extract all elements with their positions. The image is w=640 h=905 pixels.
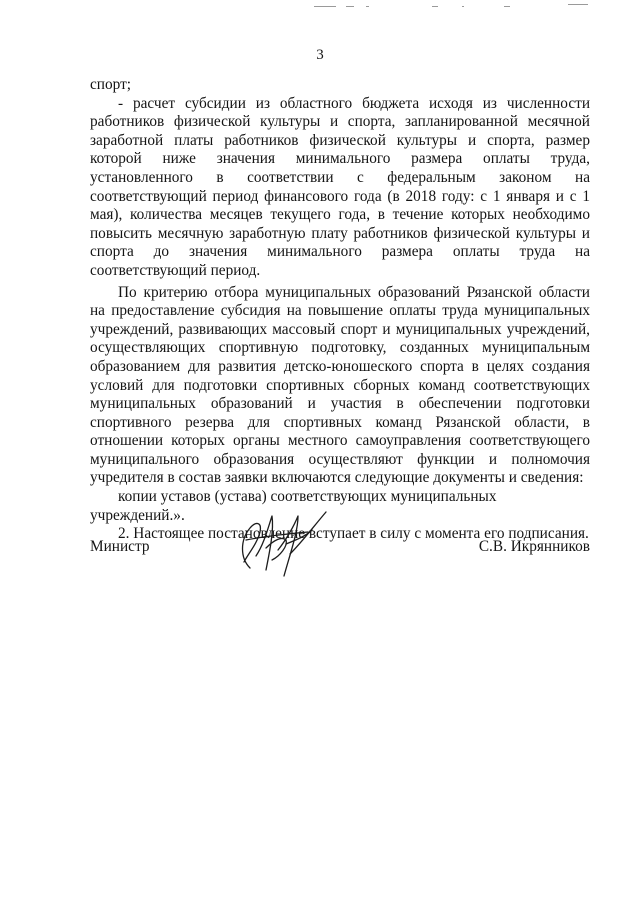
handwritten-signature — [226, 510, 336, 580]
signer-name: С.В. Икрянников — [478, 538, 590, 555]
scan-artifact-marks — [300, 4, 600, 10]
paragraph-charter-copies: копии уставов (устава) соответствующих муниципальных учреждений.». — [90, 488, 497, 524]
document-body — [90, 76, 590, 544]
signer-title: Министр — [90, 538, 150, 555]
page-number: 3 — [316, 47, 324, 63]
paragraph-selection-criteria: По критерию отбора муниципальных образований Рязанской области на предоставление субсидия на повышение оплаты труда муниципальных учреждений, развивающих массовый спорт и муниципальных учреждений, осуществляющих спортивную подготовку, созданных муниципальным образованием для развития детско-юношеского спорта в целях создания условий для подготовки спортивных сборных команд соответствующих муниципальных образований и участия в обеспечении подготовки спортивного резерва для спортивных команд Рязанской области, в отношении которых органы местного самоуправления соответствующего муниципального образования осуществляют функции и полномочия учредителя в состав заявки включаются следующие документы и сведения: — [90, 283, 590, 487]
signature-block — [90, 510, 590, 580]
paragraph-subsidy-calculation: - расчет субсидии из областного бюджета исходя из численности работников физической культуры и спорта, запланированной месячной заработной платы работников физической культуры и спорта, размер которой ниже значения минимального размера оплаты труда, установленного в соответствии с федеральным законом на соответствующий период финансового года (в 2018 году: с 1 января и с 1 мая), количества месяцев текущего года, в течение которых необходимо повысить месячную заработную плату работников физической культуры и спорта до значения минимального размера оплаты труда на соответствующий период. — [90, 94, 590, 279]
paragraph-effective-date: 2. Настоящее постановление вступает в силу с момента его подписания. — [118, 525, 589, 543]
paragraph-continuation: спорт; — [90, 76, 132, 93]
